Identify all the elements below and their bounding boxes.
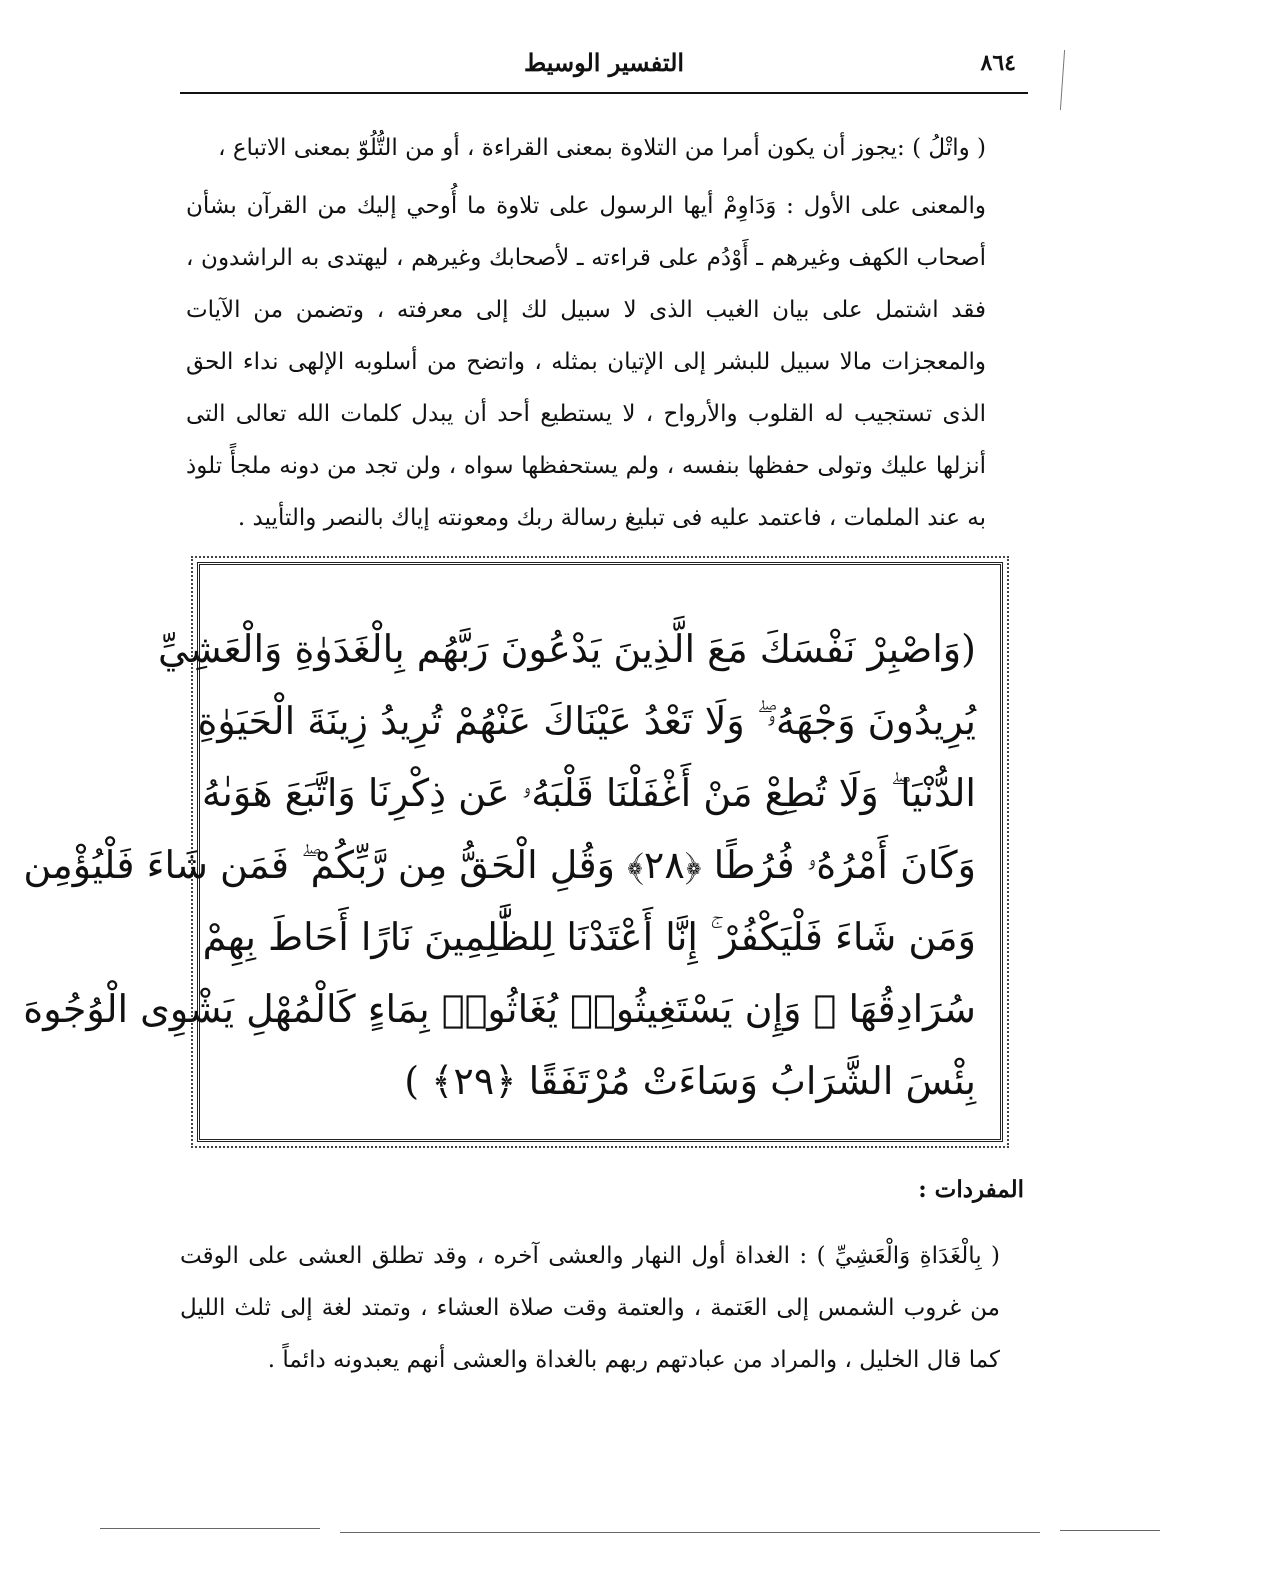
verse-line: وَكَانَ أَمْرُهُۥ فُرُطًا ﴿٢٨﴾ وَقُلِ الْحَقُّ مِن رَّبِّكُمْ ۖ فَمَن شَاءَ فَلْيُؤْمِن [23,843,976,887]
section-heading-vocabulary: المفردات : [918,1176,1024,1203]
verse-line: سُرَادِقُهَا ۚ وَإِن يَسْتَغِيثُوا۟ يُغَاثُوا۟ بِمَاءٍ كَالْمُهْلِ يَشْوِى الْوُجُوهَ [23,987,976,1031]
verse-line: وَمَن شَاءَ فَلْيَكْفُرْ ۚ إِنَّا أَعْتَدْنَا لِلظَّٰلِمِينَ نَارًا أَحَاطَ بِهِمْ [202,915,976,959]
margin-pencil-mark [1060,50,1065,110]
verse-line: (وَاصْبِرْ نَفْسَكَ مَعَ الَّذِينَ يَدْعُونَ رَبَّهُم بِالْغَدَوٰةِ وَالْعَشِيِّ [157,627,976,671]
verse-line: الدُّنْيَا ۖ وَلَا تُطِعْ مَنْ أَغْفَلْنَا قَلْبَهُۥ عَن ذِكْرِنَا وَاتَّبَعَ هَوَىٰهُ [201,771,976,815]
paragraph-meaning: والمعنى على الأول : وَدَاوِمْ أيها الرسول على تلاوة ما أُوحي إليك من القرآن بشأن أصحاب الكهف وغيرهم ـ أَوْدُم على قراءته ـ لأصحابك وغيرهم ، ليهتدى به الراشدون ، فقد اشتمل على بيان الغيب الذى لا سبيل لك إلى معرفته ، وتضمن من الآيات والمعجزات مالا سبيل للبشر إلى الإتيان بمثله ، واتضح من أسلوبه الإلهى نداء الحق الذى تستجيب له القلوب والأرواح ، لا يستطيع أحد أن يبدل كلمات الله تعالى التى أنزلها عليك وتولى حفظها بنفسه ، ولم يستحفظها سواه ، ولن تجد من دونه ملجأً تلوذ به عند الملمات ، فاعتمد عليه فى تبليغ رسالة ربك ومعونته إياك بالنصر والتأييد . [186,193,986,531]
running-title: التفسير الوسيط [523,48,685,77]
bottom-scan-line [1060,1530,1160,1531]
paragraph-wattlu: ( واتْلُ ) :يجوز أن يكون أمرا من التلاوة بمعنى القراءة ، أو من التُّلُوّ بمعنى الاتباع ، [218,135,986,161]
quran-verse-frame [23,562,1003,1142]
verse-line: يُرِيدُونَ وَجْهَهُۥ ۖ وَلَا تَعْدُ عَيْنَاكَ عَنْهُمْ تُرِيدُ زِينَةَ الْحَيَوٰةِ [197,699,976,743]
page-header [180,48,1028,88]
verse-line: بِئْسَ الشَّرَابُ وَسَاءَتْ مُرْتَفَقًا ﴿٢٩﴾ ) [404,1059,976,1103]
bottom-scan-line [100,1528,320,1529]
page-number: ٨٦٤ [980,50,1016,76]
quran-verse-text [23,613,976,1117]
bottom-scan-line [340,1532,1040,1533]
paragraph-vocabulary: ( بِالْغَدَاةِ وَالْعَشِيِّ ) : الغداة أول النهار والعشى آخره ، وقد تطلق العشى على الوقت من غروب الشمس إلى العَتمة ، والعتمة وقت صلاة العشاء ، وتمتد لغة إلى ثلث الليل كما قال الخليل ، والمراد من عبادتهم ربهم بالغداة والعشى أنهم يعبدونه دائماً . [180,1243,1000,1373]
header-divider [180,92,1028,94]
